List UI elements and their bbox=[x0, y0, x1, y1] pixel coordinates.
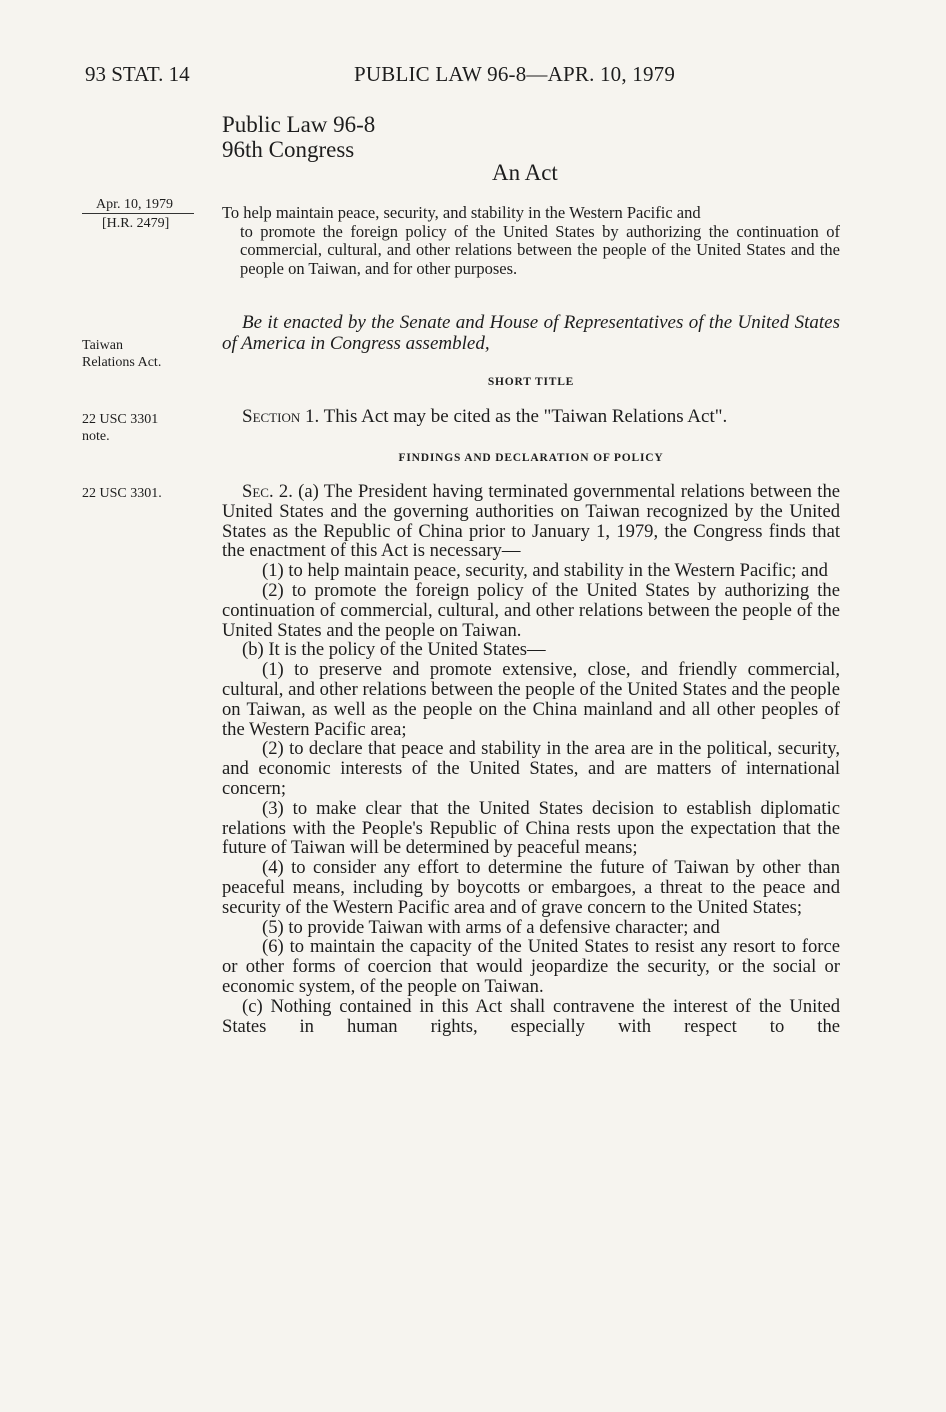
paragraph-a2: (2) to promote the foreign policy of the United States by authorizing the continuation of commercial, cultural, and other relations between the people of the United States and the people on Taiwan. bbox=[222, 579, 840, 641]
public-law-number: Public Law 96-8 bbox=[222, 112, 376, 137]
section-2-a-text: 2. (a) The President having terminated governmental relations between the United States and the governing authorities on Taiwan recognized by the United States as the Republic of China prior to January 1, 1979, the Congress finds that the enactment of this Act is necessary— bbox=[222, 481, 840, 562]
purpose-continuation: to promote the foreign policy of the United States by authorizing the continuation of commercial, cultural, and other relations between the people of the United States and the people on Taiwan, and for other purposes. bbox=[240, 221, 840, 278]
congress-number: 96th Congress bbox=[222, 137, 355, 162]
enacting-clause: Be it enacted by the Senate and House of Representatives of the United States of America in Congress assembled, bbox=[222, 312, 840, 354]
paragraph-b6: (6) to maintain the capacity of the United States to resist any resort to force or other forms of coercion that would jeopardize the security, or the social or economic system, of the people on Taiwan. bbox=[222, 936, 840, 997]
heading-findings: FINDINGS AND DECLARATION OF POLICY bbox=[398, 452, 664, 464]
margin-note-usc-3301: 22 USC 3301. bbox=[82, 486, 162, 501]
purpose-line-1: To help maintain peace, security, and stability in the Western Pacific and bbox=[222, 203, 701, 222]
margin-note-usc-note bbox=[82, 411, 212, 445]
section-1 bbox=[222, 406, 840, 427]
act-purpose bbox=[222, 204, 840, 278]
paragraph-a1: (1) to help maintain peace, security, and stability in the Western Pacific; and bbox=[262, 560, 828, 582]
an-act-title: An Act bbox=[492, 160, 558, 185]
paragraph-b5: (5) to provide Taiwan with arms of a defensive character; and bbox=[262, 916, 720, 938]
margin-note-line: 22 USC 3301 bbox=[82, 412, 159, 427]
margin-rule bbox=[82, 213, 194, 214]
margin-note-line: Relations Act. bbox=[82, 355, 162, 370]
margin-note-line: note. bbox=[82, 429, 110, 444]
paragraph-c: (c) Nothing contained in this Act shall contravene the interest of the United States in human rights, especially with respect to the bbox=[222, 995, 840, 1037]
section-1-label: Section bbox=[242, 406, 301, 427]
approval-date: Apr. 10, 1979 bbox=[96, 197, 173, 212]
running-header: PUBLIC LAW 96-8—APR. 10, 1979 bbox=[354, 62, 676, 86]
margin-note-line: Taiwan bbox=[82, 338, 124, 353]
paragraph-b1: (1) to preserve and promote extensive, close, and friendly commercial, cultural, and other relations between the people of the United States and the people on Taiwan, as well as the people on the China mainland and all other peoples of the Western Pacific area; bbox=[222, 659, 840, 740]
paragraph-b3: (3) to make clear that the United States decision to establish diplomatic relations with the People's Republic of China rests upon the expectation that the future of Taiwan will be determined by peaceful means; bbox=[222, 797, 840, 859]
margin-note-date bbox=[96, 196, 226, 232]
page-stat-number: 93 STAT. 14 bbox=[85, 62, 190, 86]
section-2-label: Sec. bbox=[242, 481, 274, 502]
section-1-text: 1. This Act may be cited as the "Taiwan Relations Act". bbox=[300, 406, 728, 427]
margin-note-taiwan-relations-act bbox=[82, 337, 212, 371]
paragraph-b4: (4) to consider any effort to determine the future of Taiwan by other than peaceful means, including by boycotts or embargoes, a threat to the peace and security of the Western Pacific area and of grave concern to the United States; bbox=[222, 857, 840, 918]
section-2-a-intro bbox=[222, 482, 840, 561]
heading-short-title: SHORT TITLE bbox=[487, 376, 575, 388]
paragraph-b-intro: (b) It is the policy of the United States— bbox=[242, 639, 546, 661]
bill-number: [H.R. 2479] bbox=[102, 216, 170, 231]
section-2 bbox=[222, 482, 840, 1036]
paragraph-b2: (2) to declare that peace and stability in the area are in the political, security, and economic interests of the United States, and are matters of international concern; bbox=[222, 738, 840, 799]
